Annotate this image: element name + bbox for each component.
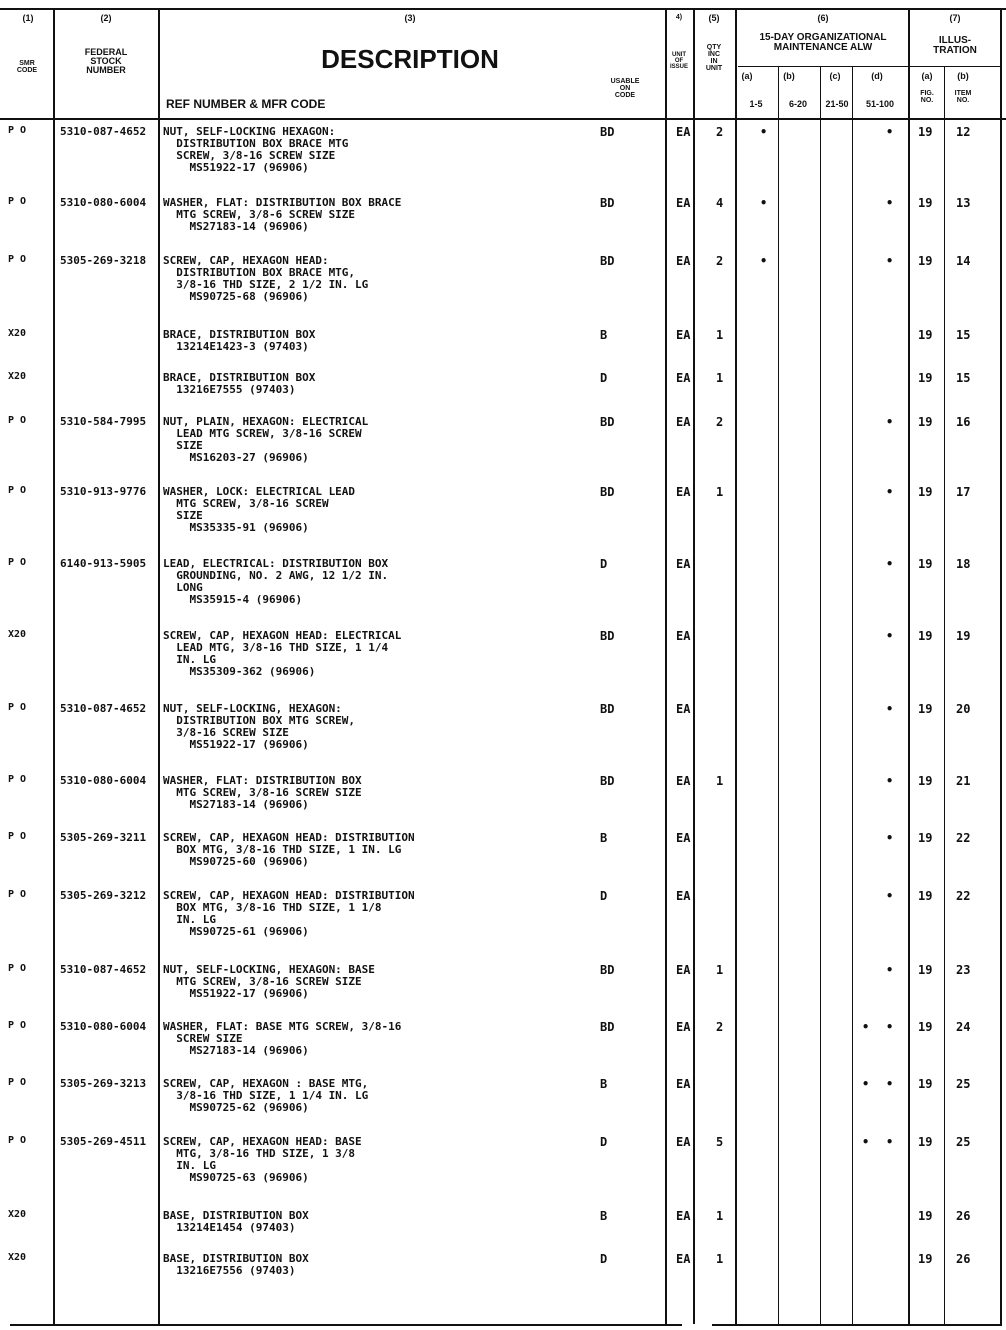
col3-number: (3) bbox=[404, 13, 416, 23]
fig-no: 19 bbox=[918, 371, 933, 385]
col5-number: (5) bbox=[708, 13, 720, 23]
col4-number: 4) bbox=[675, 14, 683, 21]
alw-d-mark: • bbox=[886, 485, 894, 499]
item-no: 15 bbox=[956, 371, 971, 385]
fig-no: 19 bbox=[918, 196, 933, 210]
col2-number: (2) bbox=[100, 13, 112, 23]
qty-in-unit: 2 bbox=[716, 254, 724, 268]
item-no: 26 bbox=[956, 1209, 971, 1223]
fig-no: 19 bbox=[918, 415, 933, 429]
fig-no: 19 bbox=[918, 485, 933, 499]
fig-no: 19 bbox=[918, 1209, 933, 1223]
item-no: 16 bbox=[956, 415, 971, 429]
alw-c-mark: • bbox=[862, 1020, 870, 1034]
alw-d-mark: • bbox=[886, 557, 894, 571]
federal-stock-number: 5310-080-6004 bbox=[60, 196, 147, 209]
alw-d-mark: • bbox=[886, 1020, 894, 1034]
qty-in-unit: 1 bbox=[716, 774, 724, 788]
description: LEAD, ELECTRICAL: DISTRIBUTION BOX GROUNDING, NO. 2 AWG, 12 1/2 IN. LONG MS35915-4 (96906) bbox=[163, 557, 389, 606]
description: SCREW, CAP, HEXAGON : BASE MTG, 3/8-16 THD SIZE, 1 1/4 IN. LG MS90725-62 (96906) bbox=[163, 1077, 369, 1114]
unit-of-issue: EA bbox=[676, 1135, 691, 1149]
usable-on-code: BD bbox=[600, 125, 615, 139]
alw-c-label: (c) bbox=[829, 71, 841, 81]
usable-on-code: D bbox=[600, 557, 608, 571]
usable-on-code: BD bbox=[600, 629, 615, 643]
usable-on-code: B bbox=[600, 831, 608, 845]
item-no: 14 bbox=[956, 254, 971, 268]
col-divider-qty bbox=[735, 8, 737, 1324]
federal-stock-number: 6140-913-5905 bbox=[60, 557, 147, 570]
ref-number-label: REF NUMBER & MFR CODE bbox=[166, 97, 326, 111]
smr-code: P O bbox=[8, 415, 27, 426]
usable-on-code: BD bbox=[600, 963, 615, 977]
description: SCREW, CAP, HEXAGON HEAD: DISTRIBUTION BOX MTG, 3/8-16 THD SIZE, 1 IN. LG MS90725-60 (96906) bbox=[163, 831, 415, 868]
unit-of-issue: EA bbox=[676, 702, 691, 716]
illustration-title: ILLUS- TRATION bbox=[933, 35, 977, 56]
smr-code: P O bbox=[8, 557, 27, 568]
unit-of-issue: EA bbox=[676, 125, 691, 139]
qty-in-unit: 2 bbox=[716, 415, 724, 429]
alw-a-mark: • bbox=[760, 125, 768, 139]
col6-number: (6) bbox=[817, 13, 829, 23]
smr-code: P O bbox=[8, 1077, 27, 1088]
col-divider-unit bbox=[693, 8, 695, 1324]
usable-on-code-label: USABLE ON CODE bbox=[610, 78, 640, 99]
col-divider-alw-a bbox=[778, 66, 779, 1324]
description: NUT, SELF-LOCKING HEXAGON: DISTRIBUTION BOX BRACE MTG SCREW, 3/8-16 SCREW SIZE MS51922-17 (96906) bbox=[163, 125, 349, 174]
qty-in-unit: 1 bbox=[716, 485, 724, 499]
unit-of-issue: EA bbox=[676, 557, 691, 571]
item-no: 23 bbox=[956, 963, 971, 977]
top-border bbox=[0, 8, 1006, 10]
qty-in-unit: 5 bbox=[716, 1135, 724, 1149]
smr-code: P O bbox=[8, 831, 27, 842]
usable-on-code: BD bbox=[600, 254, 615, 268]
description: NUT, PLAIN, HEXAGON: ELECTRICAL LEAD MTG SCREW, 3/8-16 SCREW SIZE MS16203-27 (96906) bbox=[163, 415, 369, 464]
fig-no: 19 bbox=[918, 963, 933, 977]
fig-no: 19 bbox=[918, 254, 933, 268]
maintenance-alw-title: 15-DAY ORGANIZATIONAL MAINTENANCE ALW bbox=[759, 32, 887, 53]
usable-on-code: BD bbox=[600, 1020, 615, 1034]
fig-no: 19 bbox=[918, 1252, 933, 1266]
alw-d-mark: • bbox=[886, 774, 894, 788]
smr-code: P O bbox=[8, 196, 27, 207]
item-no: 17 bbox=[956, 485, 971, 499]
alw-a-range: 1-5 bbox=[749, 99, 763, 109]
item-no: 15 bbox=[956, 328, 971, 342]
unit-of-issue: EA bbox=[676, 254, 691, 268]
col-divider-alw-c bbox=[852, 66, 853, 1324]
ill-a-label: (a) bbox=[921, 71, 933, 81]
col1-number: (1) bbox=[22, 13, 34, 23]
federal-stock-number-label: FEDERAL STOCK NUMBER bbox=[84, 47, 128, 75]
col-divider-fig bbox=[944, 66, 945, 1324]
smr-code: P O bbox=[8, 963, 27, 974]
item-no: 26 bbox=[956, 1252, 971, 1266]
unit-of-issue: EA bbox=[676, 1252, 691, 1266]
item-no: 25 bbox=[956, 1077, 971, 1091]
item-no: 25 bbox=[956, 1135, 971, 1149]
item-no: 12 bbox=[956, 125, 971, 139]
description: BASE, DISTRIBUTION BOX 13216E7556 (97403) bbox=[163, 1252, 309, 1277]
fig-no-label: FIG. NO. bbox=[920, 90, 934, 104]
alw-d-mark: • bbox=[886, 702, 894, 716]
federal-stock-number: 5305-269-3212 bbox=[60, 889, 147, 902]
usable-on-code: D bbox=[600, 1252, 608, 1266]
usable-on-code: B bbox=[600, 1209, 608, 1223]
fig-no: 19 bbox=[918, 1135, 933, 1149]
col-divider-fsn bbox=[158, 8, 160, 1324]
qty-in-unit: 1 bbox=[716, 1252, 724, 1266]
item-no: 13 bbox=[956, 196, 971, 210]
item-no: 22 bbox=[956, 889, 971, 903]
federal-stock-number: 5305-269-3213 bbox=[60, 1077, 147, 1090]
fig-no: 19 bbox=[918, 557, 933, 571]
usable-on-code: D bbox=[600, 889, 608, 903]
description: WASHER, FLAT: DISTRIBUTION BOX MTG SCREW, 3/8-16 SCREW SIZE MS27183-14 (96906) bbox=[163, 774, 362, 811]
federal-stock-number: 5305-269-3211 bbox=[60, 831, 147, 844]
alw-d-mark: • bbox=[886, 196, 894, 210]
description: BASE, DISTRIBUTION BOX 13214E1454 (97403) bbox=[163, 1209, 309, 1234]
col-divider-smr bbox=[53, 8, 55, 1324]
usable-on-code: BD bbox=[600, 774, 615, 788]
unit-of-issue: EA bbox=[676, 1020, 691, 1034]
alw-title-divider bbox=[738, 66, 908, 67]
item-no: 19 bbox=[956, 629, 971, 643]
unit-of-issue: EA bbox=[676, 629, 691, 643]
description: WASHER, FLAT: DISTRIBUTION BOX BRACE MTG SCREW, 3/8-6 SCREW SIZE MS27183-14 (96906) bbox=[163, 196, 402, 233]
unit-of-issue: EA bbox=[676, 831, 691, 845]
smr-code: P O bbox=[8, 125, 27, 136]
smr-code: P O bbox=[8, 1020, 27, 1031]
item-no: 21 bbox=[956, 774, 971, 788]
usable-on-code: D bbox=[600, 1135, 608, 1149]
smr-code: P O bbox=[8, 485, 27, 496]
federal-stock-number: 5305-269-3218 bbox=[60, 254, 147, 267]
fig-no: 19 bbox=[918, 831, 933, 845]
alw-d-mark: • bbox=[886, 1077, 894, 1091]
qty-in-unit: 1 bbox=[716, 371, 724, 385]
description: SCREW, CAP, HEXAGON HEAD: DISTRIBUTION BOX MTG, 3/8-16 THD SIZE, 1 1/8 IN. LG MS90725-61 (96906) bbox=[163, 889, 415, 938]
alw-d-range: 51-100 bbox=[865, 99, 895, 109]
col-divider-alw bbox=[908, 8, 910, 1324]
smr-code-label: SMR CODE bbox=[16, 60, 38, 74]
smr-code: P O bbox=[8, 254, 27, 265]
unit-of-issue: EA bbox=[676, 1077, 691, 1091]
alw-c-mark: • bbox=[862, 1077, 870, 1091]
federal-stock-number: 5310-087-4652 bbox=[60, 125, 147, 138]
qty-in-unit: 1 bbox=[716, 963, 724, 977]
smr-code: X20 bbox=[8, 371, 27, 382]
smr-code: X20 bbox=[8, 629, 27, 640]
unit-of-issue: EA bbox=[676, 774, 691, 788]
right-border bbox=[1000, 8, 1002, 1324]
description-title: DESCRIPTION bbox=[321, 44, 499, 74]
usable-on-code: B bbox=[600, 328, 608, 342]
unit-of-issue: EA bbox=[676, 415, 691, 429]
alw-a-mark: • bbox=[760, 254, 768, 268]
alw-d-mark: • bbox=[886, 629, 894, 643]
federal-stock-number: 5305-269-4511 bbox=[60, 1135, 147, 1148]
qty-in-unit: 4 bbox=[716, 196, 724, 210]
col-divider-alw-b bbox=[820, 66, 821, 1324]
description: SCREW, CAP, HEXAGON HEAD: BASE MTG, 3/8-16 THD SIZE, 1 3/8 IN. LG MS90725-63 (96906) bbox=[163, 1135, 362, 1184]
federal-stock-number: 5310-087-4652 bbox=[60, 963, 147, 976]
col7-number: (7) bbox=[949, 13, 961, 23]
bottom-border-left bbox=[10, 1324, 682, 1326]
smr-code: X20 bbox=[8, 1209, 27, 1220]
usable-on-code: D bbox=[600, 371, 608, 385]
usable-on-code: BD bbox=[600, 196, 615, 210]
qty-in-unit: 1 bbox=[716, 328, 724, 342]
fig-no: 19 bbox=[918, 328, 933, 342]
item-no-label: ITEM NO. bbox=[954, 90, 972, 104]
smr-code: P O bbox=[8, 702, 27, 713]
alw-d-mark: • bbox=[886, 1135, 894, 1149]
federal-stock-number: 5310-087-4652 bbox=[60, 702, 147, 715]
smr-code: X20 bbox=[8, 1252, 27, 1263]
description: SCREW, CAP, HEXAGON HEAD: ELECTRICAL LEAD MTG, 3/8-16 THD SIZE, 1 1/4 IN. LG MS35309-362 (96906) bbox=[163, 629, 402, 678]
federal-stock-number: 5310-080-6004 bbox=[60, 1020, 147, 1033]
federal-stock-number: 5310-913-9776 bbox=[60, 485, 147, 498]
alw-c-range: 21-50 bbox=[825, 99, 849, 109]
smr-code: P O bbox=[8, 889, 27, 900]
usable-on-code: BD bbox=[600, 415, 615, 429]
description: SCREW, CAP, HEXAGON HEAD: DISTRIBUTION BOX BRACE MTG, 3/8-16 THD SIZE, 2 1/2 IN. LG MS90725-68 (96906) bbox=[163, 254, 369, 303]
alw-d-mark: • bbox=[886, 125, 894, 139]
qty-in-unit: 2 bbox=[716, 125, 724, 139]
qty-in-unit: 1 bbox=[716, 1209, 724, 1223]
usable-on-code: BD bbox=[600, 702, 615, 716]
item-no: 24 bbox=[956, 1020, 971, 1034]
alw-d-mark: • bbox=[886, 963, 894, 977]
header-divider bbox=[0, 118, 1006, 120]
item-no: 22 bbox=[956, 831, 971, 845]
unit-of-issue: EA bbox=[676, 1209, 691, 1223]
item-no: 18 bbox=[956, 557, 971, 571]
alw-a-label: (a) bbox=[741, 71, 753, 81]
federal-stock-number: 5310-080-6004 bbox=[60, 774, 147, 787]
fig-no: 19 bbox=[918, 125, 933, 139]
federal-stock-number: 5310-584-7995 bbox=[60, 415, 147, 428]
unit-of-issue: EA bbox=[676, 963, 691, 977]
usable-on-code: B bbox=[600, 1077, 608, 1091]
alw-d-mark: • bbox=[886, 254, 894, 268]
alw-d-mark: • bbox=[886, 831, 894, 845]
qty-in-unit: 2 bbox=[716, 1020, 724, 1034]
unit-of-issue: EA bbox=[676, 889, 691, 903]
alw-a-mark: • bbox=[760, 196, 768, 210]
fig-no: 19 bbox=[918, 774, 933, 788]
unit-of-issue: EA bbox=[676, 371, 691, 385]
description: BRACE, DISTRIBUTION BOX 13216E7555 (97403) bbox=[163, 371, 316, 396]
usable-on-code: BD bbox=[600, 485, 615, 499]
description: BRACE, DISTRIBUTION BOX 13214E1423-3 (97403) bbox=[163, 328, 316, 353]
alw-b-label: (b) bbox=[783, 71, 795, 81]
unit-of-issue: EA bbox=[676, 328, 691, 342]
fig-no: 19 bbox=[918, 629, 933, 643]
alw-d-label: (d) bbox=[871, 71, 883, 81]
smr-code: P O bbox=[8, 1135, 27, 1146]
unit-of-issue: EA bbox=[676, 485, 691, 499]
unit-of-issue: EA bbox=[676, 196, 691, 210]
ill-b-label: (b) bbox=[957, 71, 969, 81]
smr-code: P O bbox=[8, 774, 27, 785]
item-no: 20 bbox=[956, 702, 971, 716]
fig-no: 19 bbox=[918, 702, 933, 716]
description: NUT, SELF-LOCKING, HEXAGON: BASE MTG SCREW, 3/8-16 SCREW SIZE MS51922-17 (96906) bbox=[163, 963, 375, 1000]
alw-c-mark: • bbox=[862, 1135, 870, 1149]
ill-title-divider bbox=[910, 66, 1002, 67]
alw-b-range: 6-20 bbox=[788, 99, 807, 109]
bottom-border-right bbox=[712, 1324, 1002, 1326]
description: WASHER, LOCK: ELECTRICAL LEAD MTG SCREW, 3/8-16 SCREW SIZE MS35335-91 (96906) bbox=[163, 485, 356, 534]
alw-d-mark: • bbox=[886, 889, 894, 903]
description: WASHER, FLAT: BASE MTG SCREW, 3/8-16 SCREW SIZE MS27183-14 (96906) bbox=[163, 1020, 402, 1057]
smr-code: X20 bbox=[8, 328, 27, 339]
fig-no: 19 bbox=[918, 1077, 933, 1091]
col-divider-desc bbox=[665, 8, 667, 1324]
description: NUT, SELF-LOCKING, HEXAGON: DISTRIBUTION BOX MTG SCREW, 3/8-16 SCREW SIZE MS51922-17 (96906) bbox=[163, 702, 356, 751]
fig-no: 19 bbox=[918, 1020, 933, 1034]
alw-d-mark: • bbox=[886, 415, 894, 429]
qty-inc-in-unit-label: QTY INC IN UNIT bbox=[705, 44, 723, 72]
unit-of-issue-label: UNIT OF ISSUE bbox=[669, 52, 688, 70]
fig-no: 19 bbox=[918, 889, 933, 903]
